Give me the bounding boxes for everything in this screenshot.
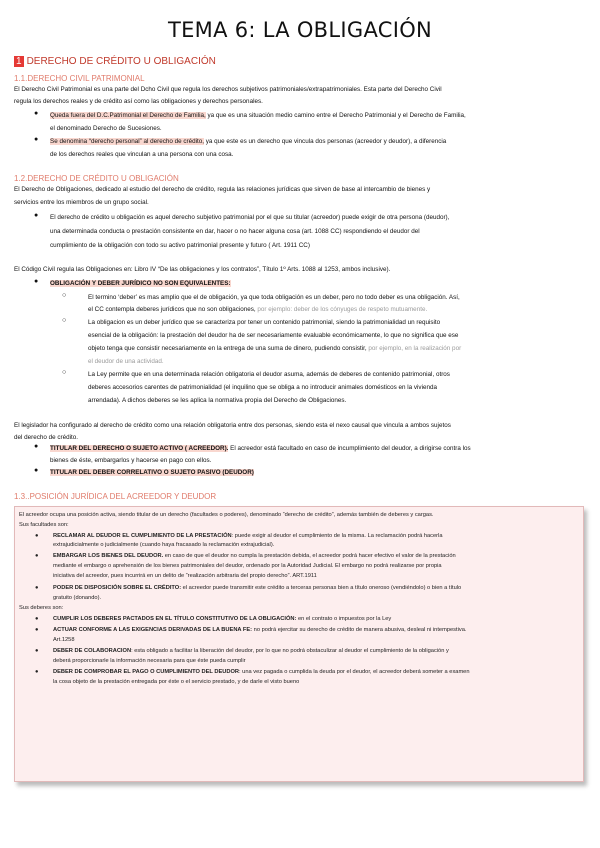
sub-bullet-text: esencial de la obligación: la prestación del deudor ha de ser necesariamente evaluable económicamente, lo que no significa que ese: [88, 332, 459, 339]
paragraph: El Derecho Civil Patrimonial es una parte del Dcho Civil que regula los derechos subjetivos patrimoniales/extrapatrimoniales. Esta parte del Derecho Civil: [14, 86, 442, 93]
box-text: Sus facultades son:: [19, 522, 69, 528]
paragraph: servicios entre los miembros de un grupo social.: [14, 199, 149, 206]
bullet-text: bienes de éste, embargarlos y hacerse en pago con ellos.: [50, 457, 212, 464]
bold-text: ACTUAR CONFORME A LAS EXIGENCIAS DERIVADAS DE LA BUENA FE:: [53, 627, 253, 633]
text: en el contrato o impuestos por la Ley: [296, 616, 392, 622]
box-text: [53, 615, 391, 624]
section-1-3-heading: 1.3..POSICIÓN JURÍDICA DEL ACREEDOR Y DEUDOR: [14, 492, 217, 501]
sub-bullet-text: La Ley permite que en una determinada relación obligatoria el deudor asuma, además de deberes de contenido patrimonial, otros: [88, 371, 450, 378]
section-1-title: DERECHO DE CRÉDITO U OBLIGACIÓN: [26, 56, 216, 67]
text: en caso de que el deudor no cumpla la prestación debida, el acreedor podrá hacer efectivo el valor de la prestación: [163, 553, 456, 559]
section-1-2-heading: 1.2.DERECHO DE CRÉDITO U OBLIGACIÓN: [14, 174, 179, 183]
sub-bullet-text: [88, 305, 427, 315]
bullet-text: [50, 137, 590, 147]
bullet-icon: ●: [35, 553, 39, 559]
gray-text: por ejemplo: deber de los cónyuges de respeto mutuamente.: [255, 306, 428, 313]
box-text: El acreedor ocupa una posición activa, siendo titular de un derecho (facultades o poderes), denominado “derecho de crédito”, además también de deberes y cargas.: [19, 512, 434, 518]
sub-bullet-text: [88, 344, 461, 354]
text: ya que este es un derecho que vincula dos personas (acreedor y deudor), a diferencia: [204, 138, 447, 145]
bullet-text: una determinada conducta o prestación consistente en dar, hacer o no hacer alguna cosa (art. 1088 CC) respondiendo el deudor del: [50, 228, 420, 235]
text: el acreedor puede transmitir este crédito a terceras personas bien a título oneroso (vendiéndolo) o bien a título: [181, 585, 462, 591]
box-text: [53, 626, 466, 635]
bullet-icon: ●: [34, 110, 39, 117]
box-text: [53, 647, 449, 656]
bullet-heading: [50, 279, 231, 289]
box-text: iniciativa del acreedor, pues incurrirá en un delito de “realización arbitraria del propio derecho”. ART.1911: [53, 573, 317, 579]
bullet-text: el denominado Derecho de Sucesiones.: [50, 125, 162, 132]
page-title: TEMA 6: LA OBLIGACIÓN: [167, 18, 433, 42]
text: ya que es una situación medio camino entre el Derecho Patrimonial y el Derecho de Familia,: [205, 112, 466, 119]
circle-bullet-icon: ○: [62, 317, 67, 324]
circle-bullet-icon: ○: [62, 369, 67, 376]
text: no podrá ejercitar su derecho de crédito de manera abusiva, desleal ni intempestiva.: [252, 627, 467, 633]
section-1-1-heading: 1.1.DERECHO CIVIL PATRIMONIAL: [14, 74, 145, 83]
bold-text: PODER DE DISPOSICIÓN SOBRE EL CRÉDITO:: [53, 585, 182, 591]
summary-box: [14, 506, 584, 782]
highlight: OBLIGACIÓN Y DEBER JURÍDICO NO SON EQUIVALENTES:: [50, 280, 231, 287]
box-text: [53, 584, 461, 593]
bold-text: RECLAMAR AL DEUDOR EL CUMPLIMIENTO DE LA PRESTACIÓN: [53, 533, 232, 539]
highlight: TITULAR DEL DEBER CORRELATIVO O SUJETO PASIVO (DEUDOR): [50, 469, 254, 476]
sub-bullet-text: La obligacion es un deber jurídico que se caracteriza por tener un contenido patrimonial, siendo la patrimonialidad un requisito: [88, 319, 441, 326]
bullet-text: [50, 444, 471, 454]
highlight: TITULAR DEL DERECHO O SUJETO ACTIVO ( ACREEDOR).: [50, 445, 229, 452]
box-text: Art.1258: [53, 637, 75, 643]
box-text: extrajudicialmente o judicialmente (cuando haya fracasado la reclamación extrajudicial).: [53, 542, 275, 548]
highlight: Queda fuera del D.C.Patrimonial el Derecho de Familia,: [50, 112, 206, 119]
text: : puede exigir al deudor el cumplimiento de la misma. La reclamación podrá hacerla: [231, 533, 443, 539]
bullet-text: El derecho de crédito u obligación es aquel derecho subjetivo patrimonial por el que su titular (acreedor) puede exigir de otra persona (deudor),: [50, 214, 450, 221]
box-text: Sus deberes son:: [19, 605, 64, 611]
bullet-icon: ●: [34, 278, 39, 285]
bullet-text: [50, 111, 590, 121]
bullet-icon: ●: [35, 669, 39, 675]
circle-bullet-icon: ○: [62, 292, 67, 299]
bold-text: CUMPLIR LOS DEBERES PACTADOS EN EL TÍTULO CONSTITUTIVO DE LA OBLIGACIÓN:: [53, 616, 297, 622]
bold-text: DEBER DE COMPROBAR EL PAGO O CUMPLIMIENTO DEL DEUDOR: [53, 669, 240, 675]
sub-bullet-text: arrendada). A dichos deberes se les aplica la normativa propia del Derecho de Obligaciones.: [88, 397, 347, 404]
sub-bullet-text: el deudor de una actividad.: [88, 358, 164, 365]
text: objeto tenga que consistir necesariamente en la entrega de una suma de dinero, pudiendo consistir,: [88, 345, 367, 352]
sub-bullet-text: deberes accesorios carentes de patrimonialidad (el inquilino que se obliga a no introducir animales domésticos en la vivienda: [88, 384, 437, 391]
bullet-icon: ●: [34, 136, 39, 143]
box-text: [53, 552, 456, 561]
box-text: [53, 532, 443, 541]
bullet-icon: ●: [35, 627, 39, 633]
paragraph: El Derecho de Obligaciones, dedicado al estudio del derecho de crédito, regula las relaciones jurídicas que sirven de base al intercambio de bienes y: [14, 186, 431, 193]
paragraph: regula los derechos reales y de crédito así como las obligaciones y derechos personales.: [14, 98, 263, 105]
paragraph: El Código Civil regula las Obligaciones en: Libro IV “De las obligaciones y los contratos”, Título 1º Arts. 1088 al 1253, ambos inclusive).: [14, 266, 391, 273]
bold-text: DEBER DE COLABORACION: [53, 648, 132, 654]
bullet-text: cumplimiento de la obligación con todo su activo patrimonial presente y futuro ( Art. 1911 CC): [50, 242, 310, 249]
box-text: mediante el embargo o aprehensión de los bienes patrimoniales del deudor, ordenado por la Autoridad Judicial. El embargo no podrá realizarse por propia: [53, 563, 442, 569]
section-1-heading: [14, 56, 216, 67]
bullet-text: de los derechos reales que vinculan a una persona con una cosa.: [50, 151, 234, 158]
bold-text: EMBARGAR LOS BIENES DEL DEUDOR.: [53, 553, 164, 559]
box-text: gratuito (donando).: [53, 595, 102, 601]
paragraph: del derecho de crédito.: [14, 434, 79, 441]
box-text: [53, 668, 470, 677]
bullet-text: [50, 468, 254, 478]
bullet-icon: ●: [35, 533, 39, 539]
gray-text: por ejemplo, en la realización por: [366, 345, 462, 352]
paragraph: El legislador ha configurado al derecho de crédito como una relación obligatoria entre dos personas, siendo esta el nexo causal que vincula a ambos sujetos: [14, 422, 451, 429]
sub-bullet-text: El termino ‘deber’ es mas amplio que el de obligación, ya que toda obligación es un deber, pero no todo deber es una obligación. Así,: [88, 294, 460, 301]
bullet-icon: ●: [35, 648, 39, 654]
text: El acreedor está facultado en caso de incumplimiento del deudor, a dirigirse contra los: [228, 445, 471, 452]
bullet-icon: ●: [34, 212, 39, 219]
text: : una vez pagada o cumplida la deuda por el deudor, el acreedor deberá someter a examen: [239, 669, 470, 675]
box-text: la cosa objeto de la prestación entregada por éste o el servicio prestado, y de darle el visto bueno: [53, 679, 300, 685]
box-text: deberá proporcionarle la información necesaria para que éste pueda cumplir: [53, 658, 246, 664]
bullet-icon: ●: [35, 616, 39, 622]
bullet-icon: ●: [35, 585, 39, 591]
highlight: Se denomina “derecho personal” al derecho de crédito,: [50, 138, 205, 145]
bullet-icon: ●: [34, 443, 39, 450]
section-number: 1: [16, 56, 22, 67]
text: : esta obligado a facilitar la liberación del deudor, por lo que no podrá obstaculizar al deudor el cumplimiento de la obligación y: [131, 648, 449, 654]
bullet-icon: ●: [34, 467, 39, 474]
text: el CC contempla deberes jurídicos que no son obligaciones,: [88, 306, 256, 313]
